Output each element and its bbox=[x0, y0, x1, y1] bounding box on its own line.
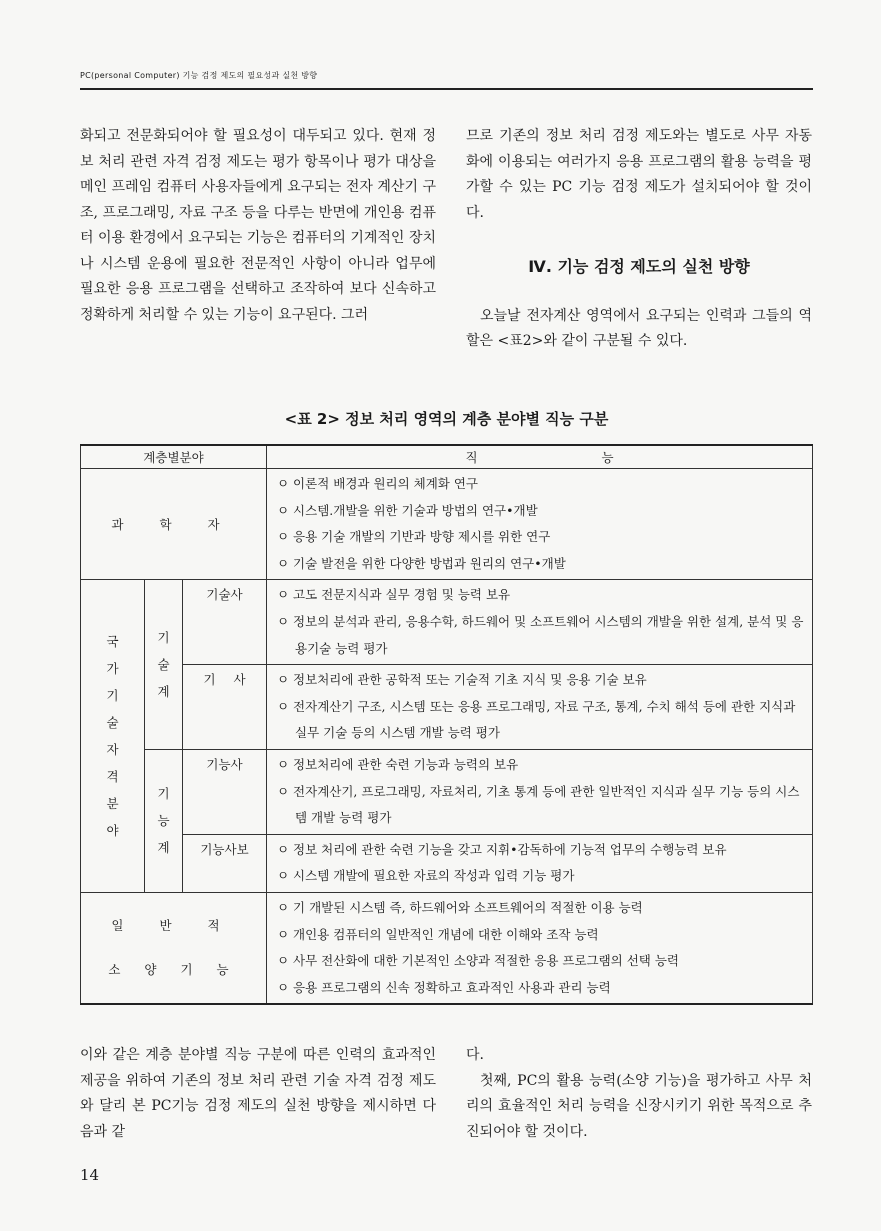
duty-item: ㅇ 기 개발된 시스템 즉, 하드웨어와 소프트웨어의 적절한 이용 능력 bbox=[277, 899, 643, 915]
duty-item: ㅇ 사무 전산화에 대한 기본적인 소양과 적절한 응용 프로그램의 선택 능력 bbox=[277, 953, 679, 969]
duty-classification-table bbox=[80, 444, 813, 1005]
duty-item: ㅇ 전자계산기 구조, 시스템 또는 응용 프로그래밍, 자료 구조, 통계, 수치 해석 등에 관한 지식과 실무 기술 등의 시스템 개발 능력 평가 bbox=[277, 698, 796, 741]
category-general: 일 반 적 소 양 기 능 bbox=[81, 892, 267, 1004]
duty-item: ㅇ 응용 프로그램의 신속 정확하고 효과적인 사용과 관리 능력 bbox=[277, 979, 611, 995]
duties-craftsman bbox=[267, 749, 813, 834]
duty-item: ㅇ 고도 전문지식과 실무 경험 및 능력 보유 bbox=[277, 587, 511, 603]
group-tech-label: 기술계 bbox=[157, 630, 170, 700]
header-duty: 직 능 bbox=[267, 445, 813, 469]
body-text-right-bottom bbox=[466, 1043, 812, 1145]
duty-item: ㅇ 정보처리에 관한 공학적 또는 기술적 기초 지식 및 응용 기술 보유 bbox=[277, 672, 647, 688]
section-title: Ⅳ. 기능 검정 제도의 실천 방향 bbox=[528, 257, 750, 276]
paragraph: 첫째, PC의 활용 능력(소양 기능)을 평가하고 사무 처리의 효율적인 처리 능력을 신장시키기 위한 목적으로 추진되어야 할 것이다. bbox=[466, 1072, 812, 1140]
table-row-technician-master bbox=[81, 580, 813, 665]
group-skill-label: 기능계 bbox=[157, 786, 170, 856]
table-row-general bbox=[81, 892, 813, 1004]
body-text-left-bottom bbox=[80, 1043, 436, 1145]
page-number: 14 bbox=[80, 1166, 100, 1184]
paragraph: 다. bbox=[466, 1047, 484, 1063]
body-text-right-top bbox=[466, 124, 812, 355]
category-scientist: 과 학 자 bbox=[81, 469, 267, 580]
table-header-row bbox=[81, 445, 813, 469]
duty-item: ㅇ 정보처리에 관한 숙련 기능과 능력의 보유 bbox=[277, 756, 519, 772]
category-national bbox=[81, 580, 145, 893]
duties-technician-master bbox=[267, 580, 813, 665]
duties-engineer bbox=[267, 665, 813, 750]
duty-item: ㅇ 전자계산기, 프로그래밍, 자료처리, 기초 통계 등에 관한 일반적인 지식과 실무 기능 등의 시스템 개발 능력 평가 bbox=[277, 783, 800, 826]
header-category: 계층별분야 bbox=[81, 445, 267, 469]
duties-general bbox=[267, 892, 813, 1004]
paragraph: 므로 기존의 정보 처리 검정 제도와는 별도로 사무 자동화에 이용되는 여러가지 응용 프로그램의 활용 능력을 평가할 수 있는 PC 기능 검정 제도가 설치되어야 할 것이다. bbox=[466, 128, 812, 221]
duty-item: ㅇ 시스템.개발을 위한 기술과 방법의 연구•개발 bbox=[277, 502, 538, 518]
duty-item: ㅇ 기술 발전을 위한 다양한 방법과 원리의 연구•개발 bbox=[277, 555, 566, 571]
body-text-left-top bbox=[80, 124, 436, 328]
duty-item: ㅇ 응용 기술 개발의 기반과 방향 제시를 위한 연구 bbox=[277, 529, 551, 545]
duties-craftsman-assistant bbox=[267, 834, 813, 892]
table-row-craftsman-assistant bbox=[81, 834, 813, 892]
group-tech bbox=[145, 580, 183, 750]
duties-scientist bbox=[267, 469, 813, 580]
paragraph: 오늘날 전자계산 영역에서 요구되는 인력과 그들의 역할은 <표2>와 같이 구분될 수 있다. bbox=[466, 307, 812, 349]
sub-technician-master: 기술사 bbox=[183, 580, 267, 665]
category-national-label: 국가기술자격분야 bbox=[106, 634, 119, 839]
group-skill bbox=[145, 749, 183, 892]
duty-item: ㅇ 정보 처리에 관한 숙련 기능을 갖고 지휘•감독하에 기능적 업무의 수행능력 보유 bbox=[277, 841, 727, 857]
duty-item: ㅇ 이론적 배경과 원리의 체계화 연구 bbox=[277, 476, 478, 491]
duty-item: ㅇ 개인용 컴퓨터의 일반적인 개념에 대한 이해와 조작 능력 bbox=[277, 926, 599, 942]
sub-craftsman: 기능사 bbox=[183, 749, 267, 834]
paragraph: 화되고 전문화되어야 할 필요성이 대두되고 있다. 현재 정보 처리 관련 자격 검정 제도는 평가 항목이나 평가 대상을 메인 프레임 컴퓨터 사용자들에게 요구되는 전자 계산기 구조, 프로그래밍, 자료 구조 등을 다루는 반면에 개인용 컴퓨터 이용 환경에서 요구되는 기능은 컴퓨터의 기계적인 장치나 시스템 운용에 필요한 전문적인 사항이 아니라 업무에 필요한 응용 프로그램을 선택하고 조작하여 보다 신속하고 정확하게 처리할 수 있는 기능이 요구된다. 그러 bbox=[80, 128, 436, 323]
table-row-craftsman bbox=[81, 749, 813, 834]
running-header: PC(personal Computer) 기능 검정 제도의 필요성과 실천 방향 bbox=[80, 70, 813, 90]
table-row-engineer bbox=[81, 665, 813, 750]
table-row-scientist bbox=[81, 469, 813, 580]
table-caption: <표 2> 정보 처리 영역의 계층 분야별 직능 구분 bbox=[284, 410, 609, 428]
sub-engineer: 기 사 bbox=[183, 665, 267, 750]
duty-item: ㅇ 정보의 분석과 관리, 응용수학, 하드웨어 및 소프트웨어 시스템의 개발을 위한 설계, 분석 및 응용기술 능력 평가 bbox=[277, 613, 804, 656]
duty-item: ㅇ 시스템 개발에 필요한 자료의 작성과 입력 기능 평가 bbox=[277, 868, 575, 884]
paragraph: 이와 같은 계층 분야별 직능 구분에 따른 인력의 효과적인 제공을 위하여 기존의 정보 처리 관련 기술 자격 검정 제도와 달리 본 PC기능 검정 제도의 실천 방향을 제시하면 다음과 같 bbox=[80, 1047, 436, 1140]
sub-craftsman-assistant: 기능사보 bbox=[183, 834, 267, 892]
